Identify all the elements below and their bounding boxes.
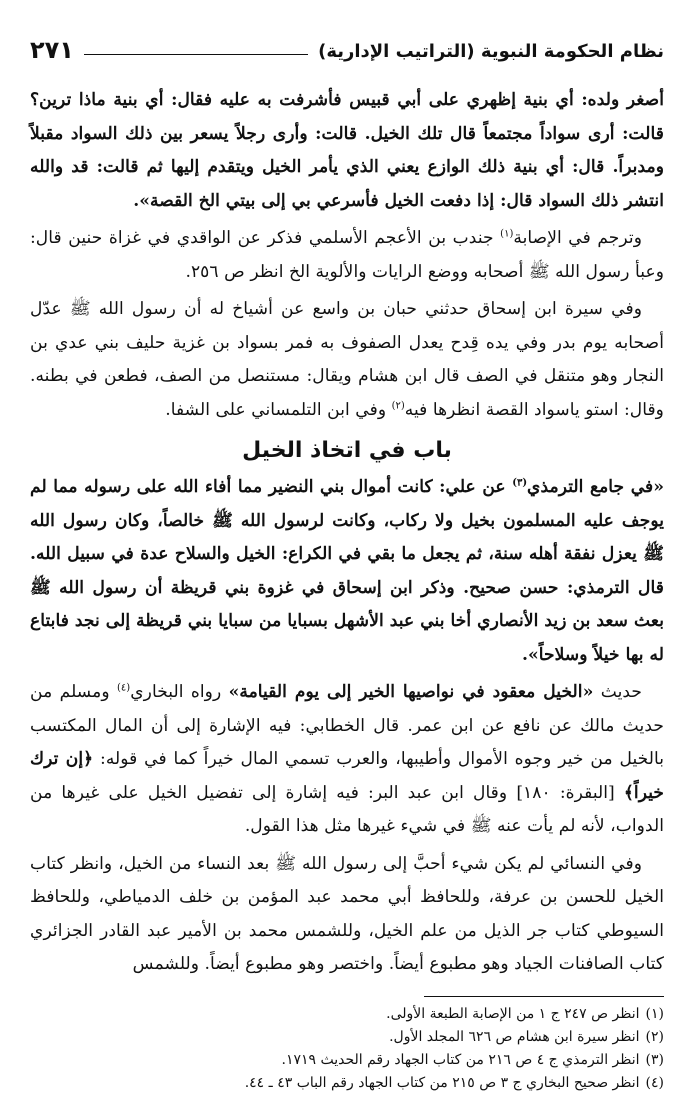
footnote-separator xyxy=(424,996,664,997)
paragraph-5-text-d: ومسلم من حديث مالك عن نافع عن ابن عمر. قال الخطابي: فيه الإشارة إلى أن المال المكتسب بالخيل من خير وجوه الأموال وأطيبها، والعرب تسمي المال خيراً كما في قوله: xyxy=(30,682,665,769)
page-number: ٢٧١ xyxy=(30,36,74,64)
footnote-number: (٢) xyxy=(645,1028,664,1045)
paragraph-6-text: وفي النسائي لم يكن شيء أحبَّ إلى رسول الله ﷺ بعد النساء من الخيل، وانظر كتاب الخيل للحسن بن عرفة، وللحافظ أبي محمد عبد المؤمن بن خلف الدمياطي، وللحافظ السيوطي كتاب جر الذيل من علم الخيل، وللشمس محمد بن الأمير عبد القادر الجزائري كتاب الصافنات الجياد وهو مطبوع أيضاً. واختصر وهو مطبوع أيضاً. وللشمس xyxy=(30,853,664,974)
footnote-ref-1: (١) xyxy=(500,228,514,240)
paragraph-3-text-b: وفي ابن التلمساني على الشفا. xyxy=(165,399,392,420)
footnote-number: (٤) xyxy=(645,1074,664,1091)
paragraph-2-text-a: وترجم في الإصابة xyxy=(513,228,642,248)
header-rule xyxy=(84,54,308,55)
paragraph-5 xyxy=(30,676,664,844)
footnote-number: (١) xyxy=(645,1005,664,1022)
paragraph-2 xyxy=(30,222,664,289)
book-page xyxy=(30,22,665,1091)
footnote-text: انظر صحيح البخاري ج ٣ ص ٢١٥ من كتاب الجهاد رقم الباب ٤٣ ـ ٤٤. xyxy=(244,1074,640,1091)
paragraph-3-text-a: وفي سيرة ابن إسحاق حدثني حبان بن واسع عن أشياخ له أن رسول الله ﷺ عدّل أصحابه يوم بدر وفي يده قِدح يعدل الصفوف به فمر بسواد بن غزية حليف بني عدي بن النجار وهو متنقل في الصف قال ابن هشام ويقال: مستنصل من الصف، فطعن في بطنه. وقال: استو ياسواد القصة انظرها فيه xyxy=(30,299,664,420)
section-title: باب في اتخاذ الخيل xyxy=(242,438,452,463)
footnote xyxy=(30,1003,664,1026)
footnote-text: انظر الترمذي ج ٤ ص ٢١٦ من كتاب الجهاد رقم الحديث ١٧١٩. xyxy=(281,1051,640,1068)
quran-quote: ﴿إن ترك خيراً﴾ xyxy=(30,749,664,803)
paragraph-3 xyxy=(30,293,664,427)
footnote xyxy=(30,1072,664,1095)
footnote-ref-3: (٣) xyxy=(512,477,528,489)
page-body xyxy=(30,84,664,1095)
paragraph-4 xyxy=(30,471,664,672)
footnotes xyxy=(30,1003,664,1095)
paragraph-6 xyxy=(30,848,664,982)
paragraph-1-text: أصغر ولده: أي بنية إظهري على أبي قبيس فأشرفت به عليه فقال: أي بنية ماذا ترين؟ قالت: أرى سواداً مجتمعاً قال تلك الخيل. قالت: وأرى رجلاً يسعر بين ذلك السواد مقبلاً ومدبراً. قال: أي بنية ذلك الوازع يعني الذي يأمر الخيل ويتقدم إليها ثم قالت: قد والله انتشر ذلك السواد قال: إذا دفعت الخيل فأسرعي بي إلى بيتي الخ القصة». xyxy=(30,90,664,211)
paragraph-5-text-a: حديث xyxy=(593,682,642,702)
footnote-ref-2: (٢) xyxy=(391,399,405,411)
page-header xyxy=(30,22,664,62)
running-title: نظام الحكومة النبوية (التراتيب الإدارية) xyxy=(318,41,664,62)
footnote-text: انظر سيرة ابن هشام ص ٦٢٦ المجلد الأول. xyxy=(389,1028,640,1045)
footnote xyxy=(30,1049,664,1072)
paragraph-2-text-b: جندب بن الأعجم الأسلمي فذكر عن الواقدي في غزاة حنين قال: وعبأ رسول الله ﷺ أصحابه ووضع الرايات والألوية الخ انظر ص ٢٥٦. xyxy=(30,228,664,282)
hadith-quote: «الخيل معقود في نواصيها الخير إلى يوم القيامة» xyxy=(228,682,594,702)
footnote xyxy=(30,1026,664,1049)
paragraph-5-text-c: رواه البخاري xyxy=(130,682,229,702)
paragraph-5-text-f: [البقرة: ١٨٠] وقال ابن عبد البر: فيه إشارة إلى تفضيل الخيل على غيرها من الدواب، لأنه لم يأت عنه ﷺ في شيء غيرها مثل هذا القول. xyxy=(30,782,664,836)
footnote-ref-4: (٤) xyxy=(117,682,131,694)
footnote-number: (٣) xyxy=(645,1051,664,1068)
paragraph-1 xyxy=(30,84,664,218)
footnote-text: انظر ص ٢٤٧ ج ١ من الإصابة الطبعة الأولى. xyxy=(386,1005,640,1022)
paragraph-4-text-b: عن علي: كانت أموال بني النضير مما أفاء الله على رسوله مما لم يوجف عليه المسلمون بخيل ولا ركاب، وكانت لرسول الله ﷺ خالصاً، وكان رسول الله ﷺ يعزل نفقة أهله سنة، ثم يجعل ما بقي في الكراع: الخيل والسلاح عدة في سبيل الله. قال الترمذي: حسن صحيح. وذكر ابن إسحاق في غزوة بني قريظة أن رسول الله ﷺ بعث سعد بن زيد الأنصاري أخا بني عبد الأشهل بسبايا من سبايا بني قريظة إلى نجد فابتاع له بها خيلاً وسلاحاً». xyxy=(30,477,664,665)
paragraph-4-text-a: «في جامع الترمذي xyxy=(527,477,664,497)
